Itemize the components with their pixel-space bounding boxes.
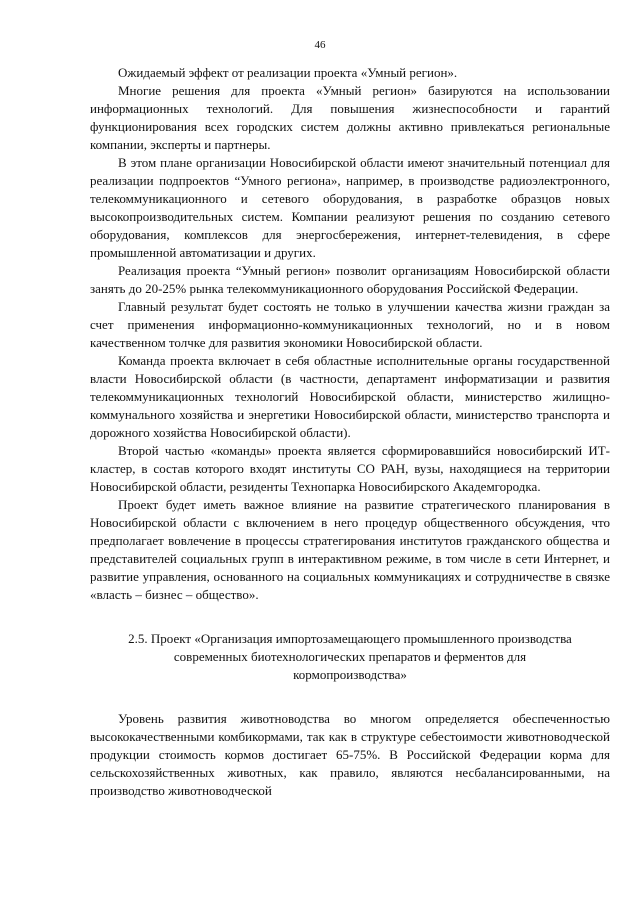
document-body [90,64,610,800]
page-number: 46 [314,39,326,51]
paragraph-livestock-level: Уровень развития животноводства во многом определяется обеспеченностью высококачественными комбикормами, так как в структуре себестоимости животноводческой продукции стоимость кормов достигает 65-75%. В Российской Федерации корма для сельскохозяйственных животных, как правило, являются несбалансированными, на производство животноводческой [90,711,610,798]
paragraph-market-share: Реализация проекта “Умный регион» позволит организациям Новосибирской области занять до 20-25% рынка телекоммуникационного оборудования Российской Федерации. [90,263,610,296]
section-heading [90,630,610,684]
section-heading-line-2: современных биотехнологических препаратов и ферментов для [173,649,527,664]
paragraph-organizations-potential: В этом плане организации Новосибирской области имеют значительный потенциал для реализации подпроектов “Умного региона», например, в производстве радиоэлектронного, телекоммуникационного и сетевого оборудования, в разработке образцов новых высокопроизводительных систем. Компании реализуют решения по созданию сетевого оборудования, комплексов для энергосбережения, интернет-телевидения, в сфере промышленной автоматизации и других. [90,155,610,260]
paragraph-expected-effect: Ожидаемый эффект от реализации проекта «Умный регион». [118,65,458,80]
paragraph-it-cluster: Второй частью «команды» проекта является сформировавшийся новосибирский ИТ-кластер, в состав которого входят институты СО РАН, вузы, находящиеся на территории Новосибирской области, резиденты Технопарка Новосибирского Академгородка. [90,443,610,494]
paragraph-main-result: Главный результат будет состоять не только в улучшении качества жизни граждан за счет применения информационно-коммуникационных технологий, но и в новом качественном толчке для развития экономики Новосибирской области. [90,299,610,350]
section-heading-line-3: кормопроизводства» [293,667,407,682]
section-heading-line-1: 2.5. Проект «Организация импортозамещающего промышленного производства [128,631,572,646]
paragraph-many-solutions: Многие решения для проекта «Умный регион» базируются на использовании информационных технологий. Для повышения жизнеспособности и гарантий функционирования всех городских систем должны активно привлекаться региональные компании, эксперты и партнеры. [90,83,610,152]
paragraph-project-team: Команда проекта включает в себя областные исполнительные органы государственной власти Новосибирской области (в частности, департамент информатизации и развития телекоммуникационных технологий Новосибирской области, министерство жилищно-коммунального хозяйства и энергетики Новосибирской области, министерство транспорта и дорожного хозяйства Новосибирской области). [90,353,610,440]
paragraph-strategic-planning: Проект будет иметь важное влияние на развитие стратегического планирования в Новосибирской области с включением в него процедур общественного обсуждения, что предполагает вовлечение в процессы стратегирования институтов гражданского общества и представителей социальных групп в интерактивном режиме, в том числе в сети Интернет, и развитие управления, основанного на социальных коммуникациях и сотрудничестве в связке «власть – бизнес – общество». [90,497,610,602]
